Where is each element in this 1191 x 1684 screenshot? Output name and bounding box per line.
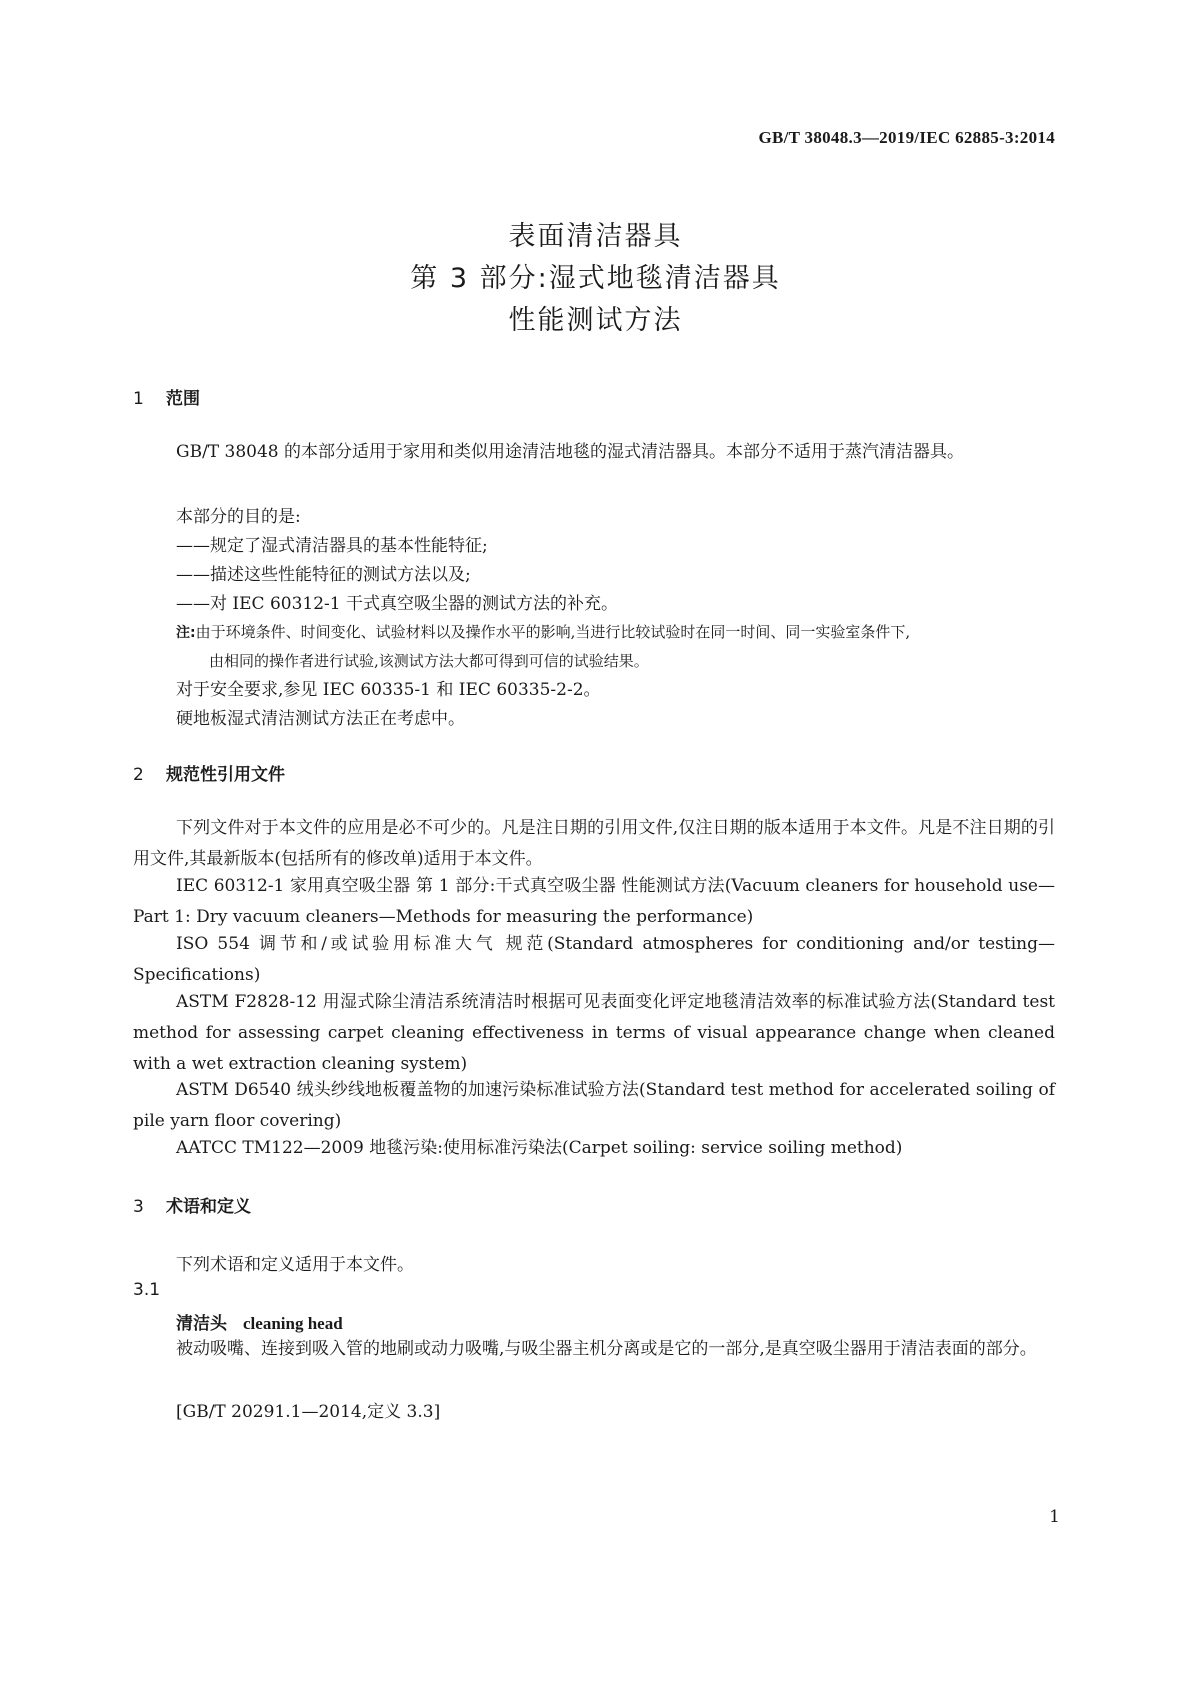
section-number: 3	[133, 1197, 144, 1217]
normative-reference: ASTM F2828-12 用湿式除尘清洁系统清洁时根据可见表面变化评定地毯清洁效率的标准试验方法(Standard test method for assessing carpet cleaning effectiveness in terms of visual appearance change when cleaned with a wet extraction cleaning system)	[133, 992, 1055, 1074]
section-title: 规范性引用文件	[166, 765, 285, 785]
purpose-item: ——规定了湿式清洁器具的基本性能特征;	[176, 536, 488, 556]
definition-source: [GB/T 20291.1—2014,定义 3.3]	[176, 1402, 441, 1422]
section-1-safety-reference: 对于安全要求,参见 IEC 60335-1 和 IEC 60335-2-2。	[176, 680, 601, 700]
section-1-note	[176, 618, 1054, 675]
page-number: 1	[1049, 1507, 1060, 1527]
term-entry	[176, 1309, 343, 1334]
purpose-item: ——对 IEC 60312-1 干式真空吸尘器的测试方法的补充。	[176, 594, 618, 614]
normative-reference: ASTM D6540 绒头纱线地板覆盖物的加速污染标准试验方法(Standard test method for accelerated soiling of pile yarn floor covering)	[133, 1080, 1055, 1131]
section-3-heading	[133, 1192, 251, 1217]
note-label: 注:	[176, 625, 196, 641]
purpose-item: ——描述这些性能特征的测试方法以及;	[176, 565, 471, 585]
section-number: 2	[133, 765, 144, 785]
note-text-line-1: 由于环境条件、时间变化、试验材料以及操作水平的影响,当进行比较试验时在同一时间、同一实验室条件下,	[195, 623, 911, 641]
section-1-heading	[133, 384, 200, 409]
standard-code-header: GB/T 38048.3—2019/IEC 62885-3:2014	[758, 128, 1055, 147]
section-2-intro: 下列文件对于本文件的应用是必不可少的。凡是注日期的引用文件,仅注日期的版本适用于本文件。凡是不注日期的引用文件,其最新版本(包括所有的修改单)适用于本文件。	[133, 818, 1055, 869]
term-chinese: 清洁头	[176, 1314, 227, 1334]
document-title-line-1: 表面清洁器具	[508, 221, 683, 252]
section-title: 术语和定义	[166, 1197, 251, 1217]
term-definition: 被动吸嘴、连接到吸入管的地刷或动力吸嘴,与吸尘器主机分离或是它的一部分,是真空吸尘器用于清洁表面的部分。	[176, 1339, 1037, 1359]
normative-reference: AATCC TM122—2009 地毯污染:使用标准污染法(Carpet soiling: service soiling method)	[176, 1138, 903, 1158]
normative-reference: IEC 60312-1 家用真空吸尘器 第 1 部分:干式真空吸尘器 性能测试方法(Vacuum cleaners for household use—Part 1: Dry vacuum cleaners—Methods for measuring the performance)	[133, 876, 1055, 927]
document-title-line-3: 性能测试方法	[508, 305, 683, 336]
section-number: 1	[133, 389, 144, 409]
clause-number: 3.1	[133, 1280, 161, 1300]
section-3-intro: 下列术语和定义适用于本文件。	[176, 1255, 414, 1275]
note-text-line-2: 由相同的操作者进行试验,该测试方法大都可得到可信的试验结果。	[209, 652, 649, 670]
normative-reference: ISO 554 调节和/或试验用标准大气 规范(Standard atmospheres for conditioning and/or testing—Specifications)	[133, 934, 1055, 985]
term-english: cleaning head	[243, 1314, 343, 1333]
section-1-paragraph-scope: GB/T 38048 的本部分适用于家用和类似用途清洁地毯的湿式清洁器具。本部分不适用于蒸汽清洁器具。	[176, 442, 965, 462]
section-2-heading	[133, 760, 285, 785]
section-1-hard-floor-note: 硬地板湿式清洁测试方法正在考虑中。	[176, 709, 465, 729]
section-title: 范围	[166, 389, 200, 409]
document-title-line-2: 第 3 部分:湿式地毯清洁器具	[410, 263, 781, 294]
section-1-purpose-intro: 本部分的目的是:	[176, 507, 301, 527]
